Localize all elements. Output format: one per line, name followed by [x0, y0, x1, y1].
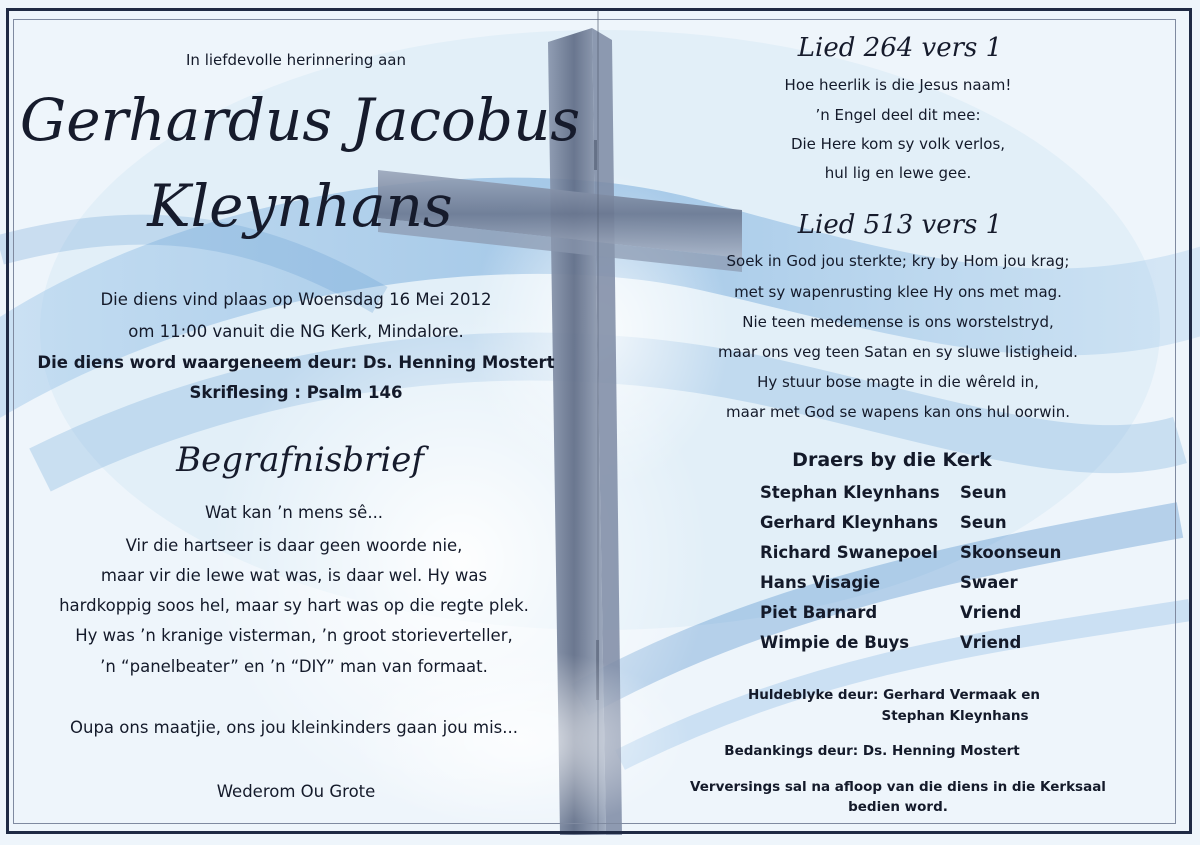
refreshments-line-cont: bedien word.: [848, 799, 948, 815]
letter-line: Vir die hartseer is daar geen woorde nie,: [125, 536, 463, 555]
hymn-1-line: Hoe heerlik is die Jesus naam!: [784, 76, 1012, 94]
bearer-name: Wimpie de Buys: [760, 633, 910, 652]
refreshments-line: Verversings sal na afloop van die diens in die Kerksaal: [690, 779, 1106, 795]
service-venue-line: om 11:00 vanuit die NG Kerk, Mindalore.: [128, 322, 464, 341]
bearer-relation: Seun: [960, 483, 1007, 502]
bearer-relation: Swaer: [960, 573, 1018, 592]
letter-title: Begrafnisbrief: [176, 440, 424, 480]
hymn-2-line: met sy wapenrusting klee Hy ons met mag.: [734, 283, 1062, 301]
hymn-2-line: Soek in God jou sterkte; kry by Hom jou krag;: [726, 252, 1070, 270]
deceased-name-surname: Kleynhans: [147, 172, 453, 240]
bearer-relation: Vriend: [960, 633, 1022, 652]
hymn-2-line: maar met God se wapens kan ons hul oorwin.: [726, 403, 1070, 421]
hymn-1-line: ’n Engel deel dit mee:: [815, 106, 981, 124]
tributes-line-cont: Stephan Kleynhans: [881, 708, 1029, 724]
bearer-relation: Vriend: [960, 603, 1022, 622]
bearer-name: Gerhard Kleynhans: [760, 513, 939, 532]
closing-line: Wederom Ou Grote: [216, 782, 376, 801]
letter-line: Oupa ons maatjie, ons jou kleinkinders gaan jou mis...: [70, 718, 518, 737]
letter-line: hardkoppig soos hel, maar sy hart was op die regte plek.: [59, 596, 529, 615]
intro-line: In liefdevolle herinnering aan: [185, 51, 407, 69]
bearer-name: Piet Barnard: [760, 603, 878, 622]
tributes-line: Huldeblyke deur: Gerhard Vermaak en: [748, 687, 1040, 703]
bearer-name: Richard Swanepoel: [760, 543, 938, 562]
hymn-2-line: maar ons veg teen Satan en sy sluwe listigheid.: [718, 343, 1078, 361]
bearer-name: Hans Visagie: [760, 573, 881, 592]
fold-line: [597, 10, 599, 832]
hymn-1-line: Die Here kom sy volk verlos,: [790, 135, 1006, 153]
hymn-1-line: hul lig en lewe gee.: [824, 164, 972, 182]
bearer-relation: Seun: [960, 513, 1007, 532]
officiant-line: Die diens word waargeneem deur: Ds. Henning Mostert: [37, 353, 555, 372]
bearers-title: Draers by die Kerk: [792, 449, 992, 471]
letter-line: Hy was ’n kranige visterman, ’n groot storieverteller,: [75, 626, 513, 645]
scripture-line: Skriflesing : Psalm 146: [189, 383, 403, 402]
hymn-2-line: Hy stuur bose magte in die wêreld in,: [757, 373, 1039, 391]
thanks-line: Bedankings deur: Ds. Henning Mostert: [724, 743, 1020, 759]
letter-line: maar vir die lewe wat was, is daar wel. Hy was: [100, 566, 488, 585]
letter-line: Wat kan ’n mens sê...: [204, 503, 384, 522]
bearer-name: Stephan Kleynhans: [760, 483, 940, 502]
letter-line: ’n “panelbeater” en ’n “DIY” man van formaat.: [100, 657, 488, 676]
hymn-2-title: Lied 513 vers 1: [797, 210, 1003, 240]
hymn-1-title: Lied 264 vers 1: [797, 33, 1003, 63]
hymn-2-line: Nie teen medemense is ons worstelstryd,: [742, 313, 1054, 331]
bearer-relation: Skoonseun: [960, 543, 1062, 562]
service-date-line: Die diens vind plaas op Woensdag 16 Mei 2012: [100, 290, 492, 309]
deceased-name-first: Gerhardus Jacobus: [19, 86, 581, 154]
